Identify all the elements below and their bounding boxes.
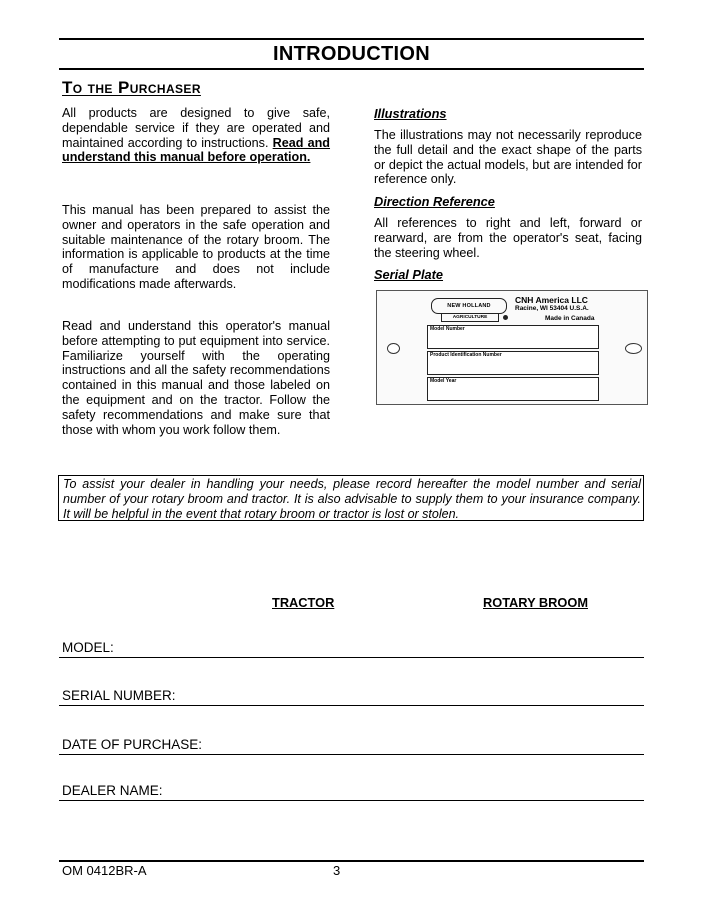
serial-plate-illustration (376, 290, 648, 405)
illustrations-text: The illustrations may not necessarily reproduce the full detail and the exact shape of the parts or depict the actual models, but are intended for reference only. (374, 128, 642, 187)
rotary-broom-column-header: ROTARY BROOM (483, 595, 588, 610)
dealer-notice: To assist your dealer in handling your needs, please record hereafter the model number and serial number of your rotary broom and tractor. It is also advisable to supply them to your insurance company. It will be helpful in the event that rotary broom or tractor is lost or stolen. (58, 475, 644, 521)
plate-maker: CNH America LLC (515, 295, 588, 305)
top-rule (59, 38, 644, 40)
document-code: OM 0412BR-A (62, 863, 147, 878)
plate-field-model-label: Model Number (430, 326, 465, 332)
footer-rule (59, 860, 644, 862)
plate-field-pin (427, 351, 599, 375)
serial-number-label: SERIAL NUMBER: (62, 688, 176, 703)
mounting-hole-right (625, 343, 642, 354)
serial-number-entry-line[interactable] (59, 705, 644, 706)
dealer-name-label: DEALER NAME: (62, 783, 163, 798)
model-label: MODEL: (62, 640, 114, 655)
model-entry-line[interactable] (59, 657, 644, 658)
read-manual-emphasis: Read and understand this manual before operation. (62, 135, 331, 165)
illustrations-heading: Illustrations (374, 106, 447, 121)
logo-brand-text: NEW HOLLAND (447, 303, 491, 309)
plate-field-year-label: Model Year (430, 378, 457, 384)
direction-reference-text: All references to right and left, forward or rearward, are from the operator's seat, facing the steering wheel. (374, 216, 642, 260)
serial-plate-heading: Serial Plate (374, 267, 444, 282)
tractor-column-header: TRACTOR (272, 595, 335, 610)
intro-paragraph-2: This manual has been prepared to assist the owner and operators in the safe operation and suitable maintenance of the rotary broom. The information is applicable to products at the time of manufacture and does not include modifications made afterwards. (62, 203, 330, 291)
direction-reference-heading: Direction Reference (374, 194, 495, 209)
mounting-hole-left (387, 343, 400, 354)
page-number: 3 (333, 863, 341, 878)
section-heading: To the Purchaser (62, 78, 201, 97)
title-rule (59, 68, 644, 70)
plate-field-pin-label: Product Identification Number (430, 352, 502, 358)
registered-mark-icon (503, 315, 508, 320)
page-title: INTRODUCTION (273, 43, 430, 65)
intro-paragraph-3: Read and understand this operator's manual before attempting to put equipment into service. Familiarize yourself with the operating instructions and all the safety recommendations contained in this manual and those labeled on the equipment and on the tractor. Follow the safety recommendations and make sure that those with whom you work follow them. (62, 319, 330, 437)
plate-address: Racine, WI 53404 U.S.A. (515, 305, 589, 312)
new-holland-logo (431, 298, 507, 314)
date-of-purchase-entry-line[interactable] (59, 754, 644, 755)
plate-field-model (427, 325, 599, 349)
plate-made-in: Made in Canada (545, 315, 595, 322)
date-of-purchase-label: DATE OF PURCHASE: (62, 737, 203, 752)
logo-subtitle: AGRICULTURE (441, 313, 499, 322)
dealer-name-entry-line[interactable] (59, 800, 644, 801)
plate-field-year (427, 377, 599, 401)
intro-paragraph-1 (62, 106, 330, 165)
intro-paragraph-1-text: All products are designed to give safe, dependable service if they are operated and maintained according to instructions. (62, 106, 330, 150)
